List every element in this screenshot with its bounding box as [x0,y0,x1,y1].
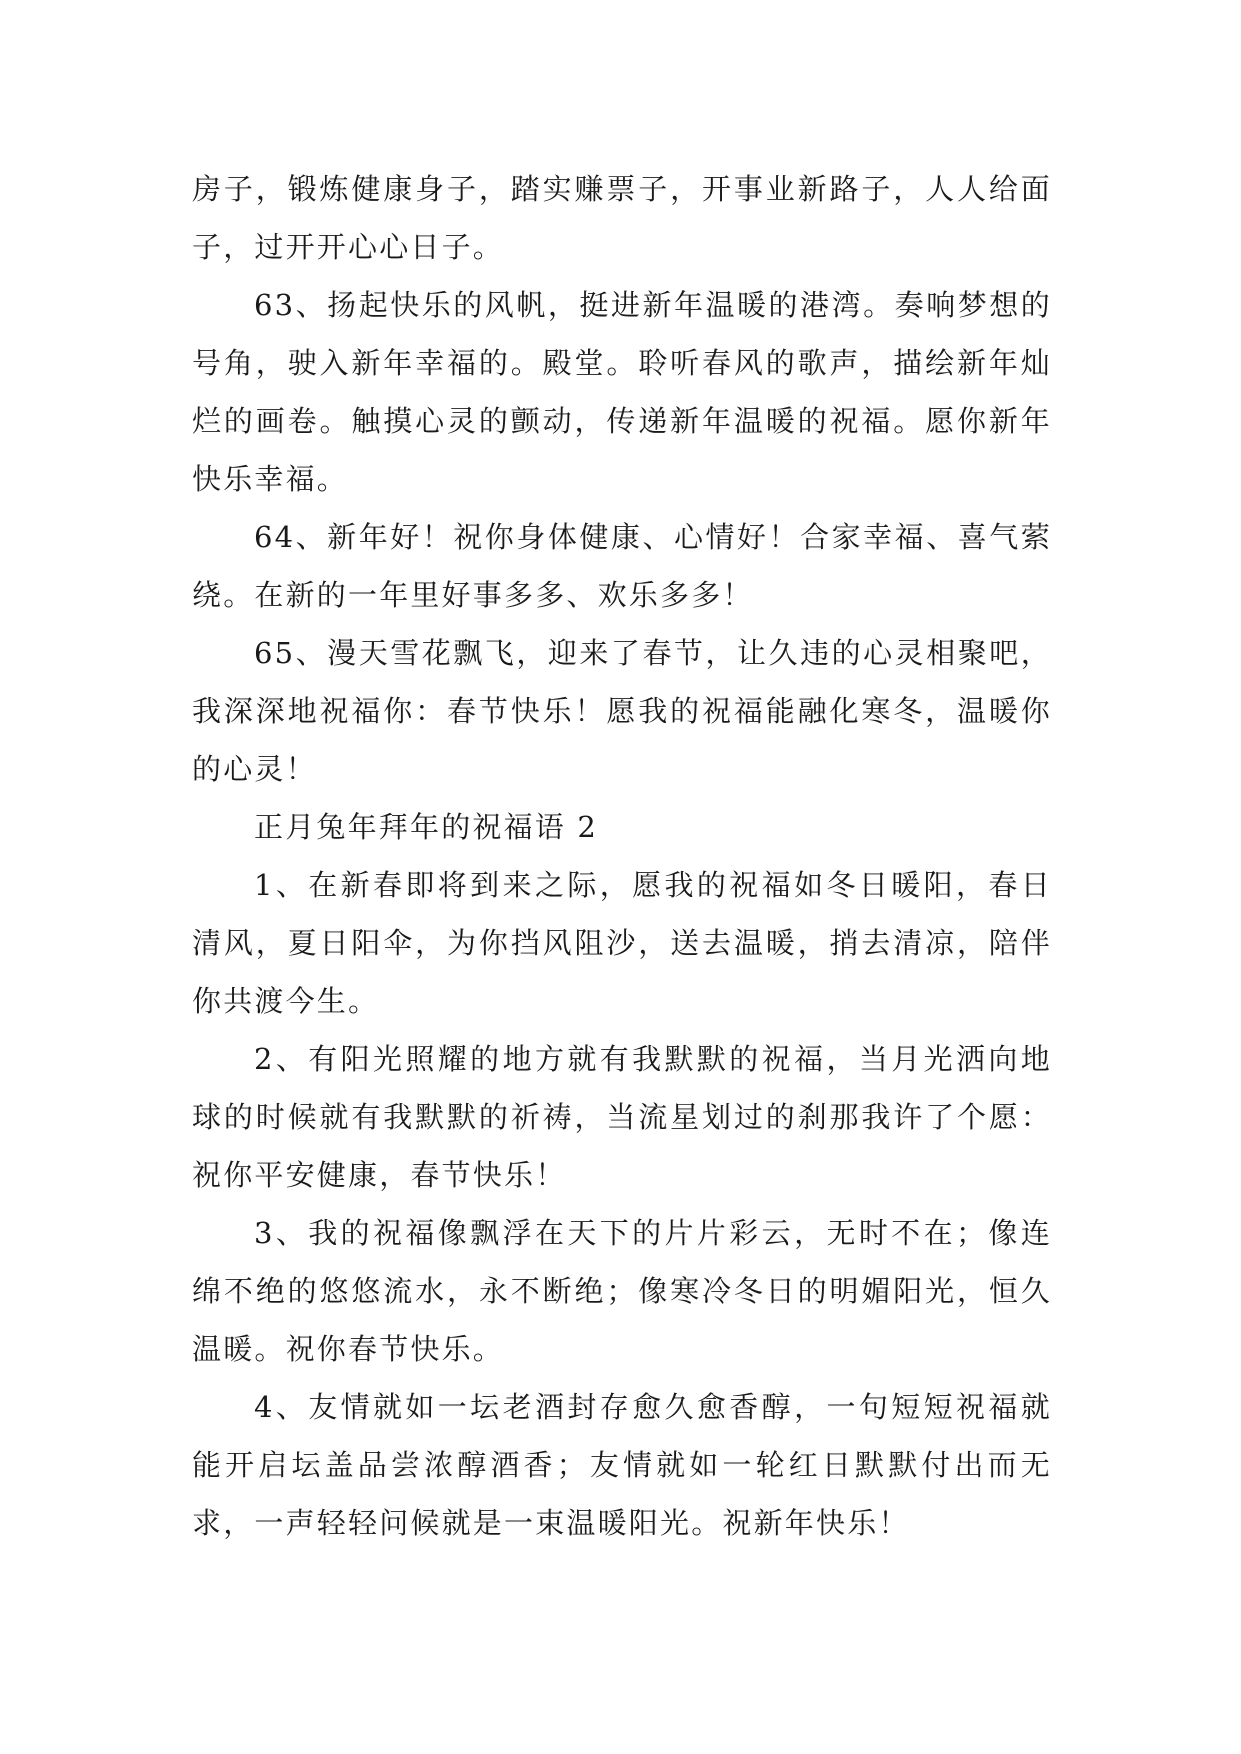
continued-paragraph: 房子，锻炼健康身子，踏实赚票子，开事业新路子，人人给面子，过开开心心日子。 [192,172,1052,264]
blessing-item-64: 64、新年好！祝你身体健康、心情好！合家幸福、喜气萦绕。在新的一年里好事多多、欢乐多多！ [192,520,1052,612]
section-heading: 正月兔年拜年的祝福语 2 [254,810,599,844]
blessing-item-2: 2、有阳光照耀的地方就有我默默的祝福，当月光洒向地球的时候就有我默默的祈祷，当流星划过的刹那我许了个愿：祝你平安健康，春节快乐！ [192,1042,1052,1192]
blessing-item-65: 65、漫天雪花飘飞，迎来了春节，让久违的心灵相聚吧，我深深地祝福你：春节快乐！愿我的祝福能融化寒冬，温暖你的心灵！ [192,636,1052,786]
blessing-item-3: 3、我的祝福像飘浮在天下的片片彩云，无时不在；像连绵不绝的悠悠流水，永不断绝；像寒冷冬日的明媚阳光，恒久温暖。祝你春节快乐。 [192,1216,1052,1366]
blessing-item-63: 63、扬起快乐的风帆，挺进新年温暖的港湾。奏响梦想的号角，驶入新年幸福的。殿堂。聆听春风的歌声，描绘新年灿烂的画卷。触摸心灵的颤动，传递新年温暖的祝福。愿你新年快乐幸福。 [192,288,1052,496]
blessing-item-4: 4、友情就如一坛老酒封存愈久愈香醇，一句短短祝福就能开启坛盖品尝浓醇酒香；友情就如一轮红日默默付出而无求，一声轻轻问候就是一束温暖阳光。祝新年快乐！ [192,1390,1052,1540]
document-body [192,160,1052,1552]
blessing-item-1: 1、在新春即将到来之际，愿我的祝福如冬日暖阳，春日清风，夏日阳伞，为你挡风阻沙，送去温暖，捎去清凉，陪伴你共渡今生。 [192,868,1052,1018]
